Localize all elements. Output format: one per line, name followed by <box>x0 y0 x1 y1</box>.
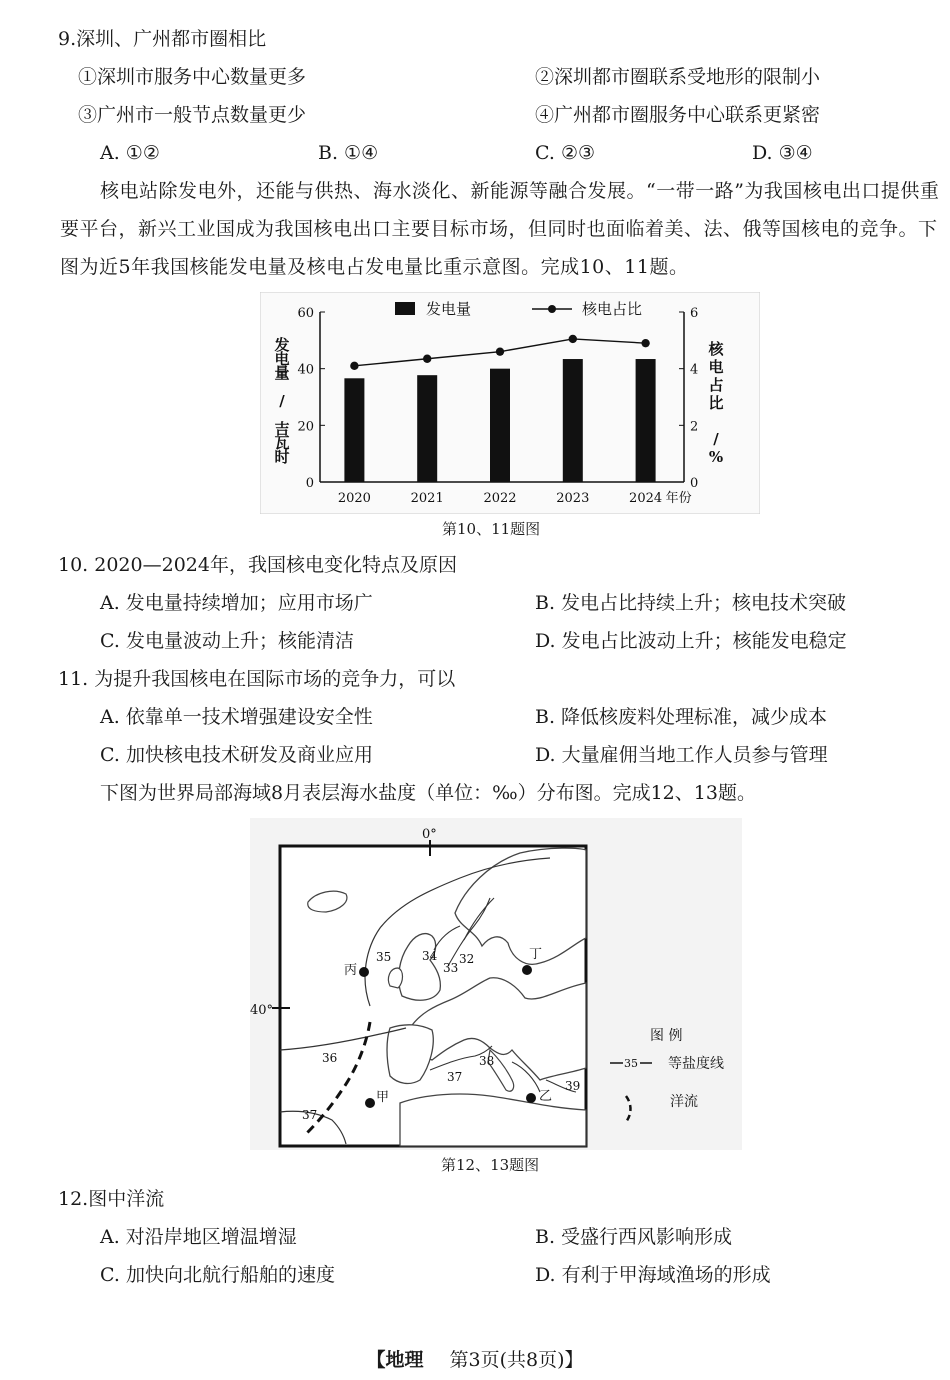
latitude-label: 40° <box>250 1003 274 1018</box>
nuclear-chart <box>260 292 760 514</box>
longitude-label: 0° <box>422 827 437 842</box>
iso-label-33: 33 <box>443 961 459 975</box>
x-tick-label: 2022 <box>483 491 517 506</box>
legend-line-label: 核电占比 <box>582 300 643 318</box>
x-tick-label: 2020 <box>337 491 371 506</box>
page-footer <box>0 1345 950 1372</box>
y-axis-label-char: 吉 <box>274 420 290 438</box>
y2-axis-label-char: 占 <box>708 376 724 394</box>
iso-label-35: 35 <box>376 950 392 964</box>
share-point-2023 <box>569 335 577 343</box>
share-point-2020 <box>350 362 358 370</box>
iso-label-39: 39 <box>565 1079 581 1093</box>
q9-statement-4: ④广州都市圈服务中心联系更紧密 <box>535 104 821 126</box>
y2-tick-label: 6 <box>690 306 699 321</box>
question-12-stem: 12.图中洋流 <box>58 1188 165 1210</box>
legend-isohaline: 等盐度线 <box>668 1056 724 1072</box>
legend-line-marker <box>548 305 556 313</box>
iso-label-34: 34 <box>422 949 438 963</box>
y-axis-label-char: / <box>279 392 285 410</box>
y-tick-label: 60 <box>297 306 314 321</box>
legend-iso-number: 35 <box>624 1057 638 1070</box>
q10-choice-a: A. 发电量持续增加；应用市场广 <box>100 592 373 614</box>
y2-tick-label: 0 <box>690 476 699 491</box>
iso-label-37: 37 <box>447 1070 463 1084</box>
q9-statement-1: ①深圳市服务中心数量更多 <box>78 66 307 88</box>
bar-2021 <box>417 375 437 482</box>
bar-2024 <box>636 359 656 482</box>
y-axis-label-char: 瓦 <box>274 434 290 452</box>
footer-page: 第3页(共8页)】 <box>449 1349 584 1371</box>
y2-axis-label-char: 比 <box>708 394 724 412</box>
q11-choice-c: C. 加快核电技术研发及商业应用 <box>100 744 373 766</box>
share-point-2021 <box>423 355 431 363</box>
y2-axis-label-char: 核 <box>708 340 724 358</box>
x-tick-label: 2023 <box>556 491 590 506</box>
x-tick-label: 2021 <box>410 491 444 506</box>
iso-label-32: 32 <box>459 952 475 966</box>
q11-choice-a: A. 依靠单一技术增强建设安全性 <box>100 706 373 728</box>
iso-label-38: 38 <box>479 1054 495 1068</box>
y-axis-label-char: 时 <box>274 448 290 466</box>
y2-axis-label-char: 电 <box>708 358 724 376</box>
y-axis-label-char: 发 <box>274 336 290 354</box>
iso-label-37-sw: 37 <box>302 1108 318 1122</box>
q10-choice-b: B. 发电占比持续上升；核电技术突破 <box>535 592 847 614</box>
passage-nuclear: 核电站除发电外，还能与供热、海水淡化、新能源等融合发展。“一带一路”为我国核电出口提供重要平台，新兴工业国成为我国核电出口主要目标市场，但同时也面临着美、法、俄等国核电的竞争。下图为近5年我国核能发电量及核电占发电量比重示意图。完成10、11题。 <box>60 180 940 278</box>
q10-choice-c: C. 发电量波动上升；核能清洁 <box>100 630 354 652</box>
q11-choice-b: B. 降低核废料处理标准，减少成本 <box>535 706 828 728</box>
q12-choice-b: B. 受盛行西风影响形成 <box>535 1226 733 1248</box>
figure-caption-12-13: 第12、13题图 <box>441 1156 540 1174</box>
question-11-stem: 11. 为提升我国核电在国际市场的竞争力，可以 <box>58 668 456 690</box>
y-axis-label-char: 电 <box>274 350 290 368</box>
q9-choice-c: C. ②③ <box>535 142 596 164</box>
y-axis-label-char: 量 <box>274 364 290 382</box>
q9-statement-3: ③广州市一般节点数量更少 <box>78 104 307 126</box>
q12-choice-c: C. 加快向北航行船舶的速度 <box>100 1264 335 1286</box>
q12-choice-d: D. 有利于甲海域渔场的形成 <box>535 1264 771 1286</box>
y2-tick-label: 2 <box>690 419 699 435</box>
salinity-map <box>250 818 742 1150</box>
bar-2020 <box>344 378 364 482</box>
land-ireland <box>388 968 402 988</box>
x-tick-label: 2024 <box>629 491 663 506</box>
q9-statement-2: ②深圳都市圈联系受地形的限制小 <box>535 66 821 88</box>
legend-title: 图 例 <box>650 1028 683 1044</box>
q12-choice-a: A. 对沿岸地区增温增湿 <box>100 1226 297 1248</box>
footer-subject: 【地理 <box>366 1349 424 1371</box>
question-9-stem: 9.深圳、广州都市圈相比 <box>58 28 267 50</box>
legend-bar-label: 发电量 <box>426 300 472 318</box>
y-tick-label: 40 <box>297 362 314 378</box>
q10-choice-d: D. 发电占比波动上升；核能发电稳定 <box>535 630 847 652</box>
share-point-2022 <box>496 347 504 355</box>
bar-2023 <box>563 359 583 482</box>
place-bing: 丙 <box>344 963 358 978</box>
q9-choice-d: D. ③④ <box>752 142 813 164</box>
place-ding: 丁 <box>529 947 543 962</box>
figure-caption-10-11: 第10、11题图 <box>442 520 541 538</box>
x-axis-unit: 年份 <box>665 491 692 506</box>
y-tick-label: 0 <box>305 476 314 491</box>
legend-bar-swatch <box>395 302 415 315</box>
y-tick-label: 20 <box>297 419 314 435</box>
bar-2022 <box>490 369 510 482</box>
place-jia: 甲 <box>376 1090 390 1105</box>
q9-choice-b: B. ①④ <box>318 142 379 164</box>
q11-choice-d: D. 大量雇佣当地工作人员参与管理 <box>535 744 828 766</box>
passage-salinity: 下图为世界局部海域8月表层海水盐度（单位：‰）分布图。完成12、13题。 <box>100 782 756 804</box>
q9-choice-a: A. ①② <box>100 142 160 164</box>
y2-axis-label-char: % <box>708 448 724 466</box>
share-point-2024 <box>641 339 649 347</box>
legend-current: 洋流 <box>670 1094 698 1110</box>
y2-tick-label: 4 <box>690 362 699 378</box>
iso-label-36: 36 <box>322 1051 338 1065</box>
question-10-stem: 10. 2020—2024年，我国核电变化特点及原因 <box>58 554 457 576</box>
y2-axis-label-char: / <box>713 430 719 448</box>
place-yi: 乙 <box>539 1089 553 1104</box>
